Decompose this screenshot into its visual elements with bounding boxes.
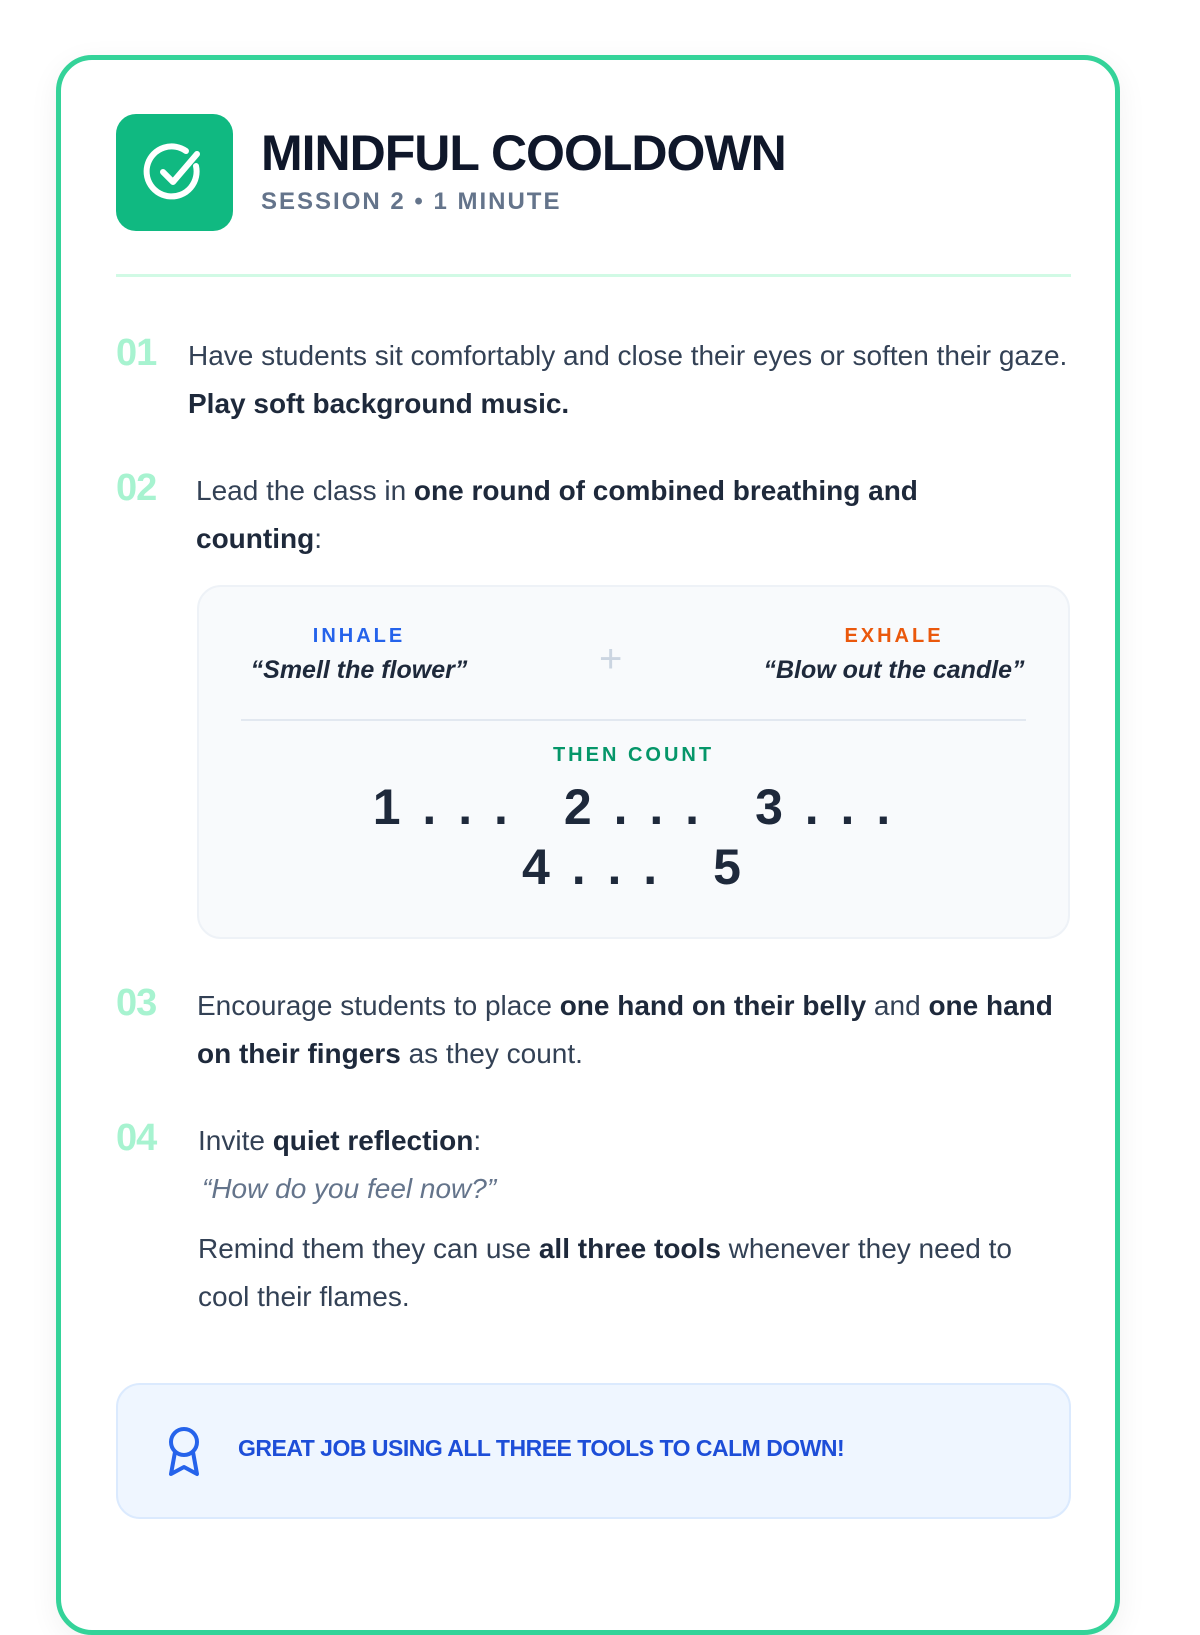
step-3 bbox=[116, 982, 1071, 1078]
footer-banner bbox=[116, 1383, 1071, 1519]
step-4 bbox=[116, 1117, 1071, 1321]
cooldown-card bbox=[56, 55, 1120, 1635]
count-sequence bbox=[199, 777, 1068, 897]
step-number: 04 bbox=[116, 1117, 157, 1159]
step-1 bbox=[116, 332, 1071, 428]
exhale-column bbox=[754, 625, 1034, 685]
exhale-label: EXHALE bbox=[844, 625, 944, 647]
divider bbox=[241, 719, 1026, 721]
check-circle-icon bbox=[116, 114, 233, 231]
step-number: 03 bbox=[116, 982, 157, 1024]
step-number: 02 bbox=[116, 467, 157, 509]
step-text: Encourage students to place one hand on their belly and one hand on their fingers as they count. bbox=[197, 990, 1053, 1069]
step-text: Have students sit comfortably and close their eyes or soften their gaze. Play soft background music. bbox=[188, 340, 1068, 419]
step-number: 01 bbox=[116, 332, 157, 374]
count-4: 4 . . . bbox=[522, 839, 662, 895]
reflection-quote: “How do you feel now?” bbox=[202, 1173, 497, 1204]
count-3: 3 . . . bbox=[755, 779, 895, 835]
session-subtitle: SESSION 2 • 1 MINUTE bbox=[261, 188, 562, 215]
count-5: 5 bbox=[713, 839, 745, 895]
count-1: 1 . . . bbox=[372, 779, 512, 835]
breathing-box bbox=[197, 585, 1070, 939]
inhale-column bbox=[241, 625, 477, 685]
step-body bbox=[198, 1117, 1071, 1321]
inhale-phrase: “Smell the flower” bbox=[250, 656, 468, 684]
step-text: Lead the class in one round of combined breathing and counting: bbox=[196, 475, 918, 554]
card-header bbox=[116, 114, 1071, 277]
plus-icon: + bbox=[599, 637, 623, 681]
count-2: 2 . . . bbox=[563, 779, 704, 835]
exhale-phrase: “Blow out the candle” bbox=[763, 656, 1025, 684]
award-ribbon-icon bbox=[166, 1425, 202, 1482]
step-text: Invite quiet reflection: bbox=[198, 1125, 482, 1156]
step-reminder: Remind them they can use all three tools whenever they need to cool their flames. bbox=[198, 1233, 1012, 1312]
count-label: THEN COUNT bbox=[552, 744, 715, 766]
page-title: MINDFUL COOLDOWN bbox=[261, 125, 786, 181]
footer-message: GREAT JOB USING ALL THREE TOOLS TO CALM DOWN! bbox=[238, 1435, 845, 1461]
inhale-label: INHALE bbox=[312, 625, 406, 647]
step-2 bbox=[116, 467, 1071, 563]
